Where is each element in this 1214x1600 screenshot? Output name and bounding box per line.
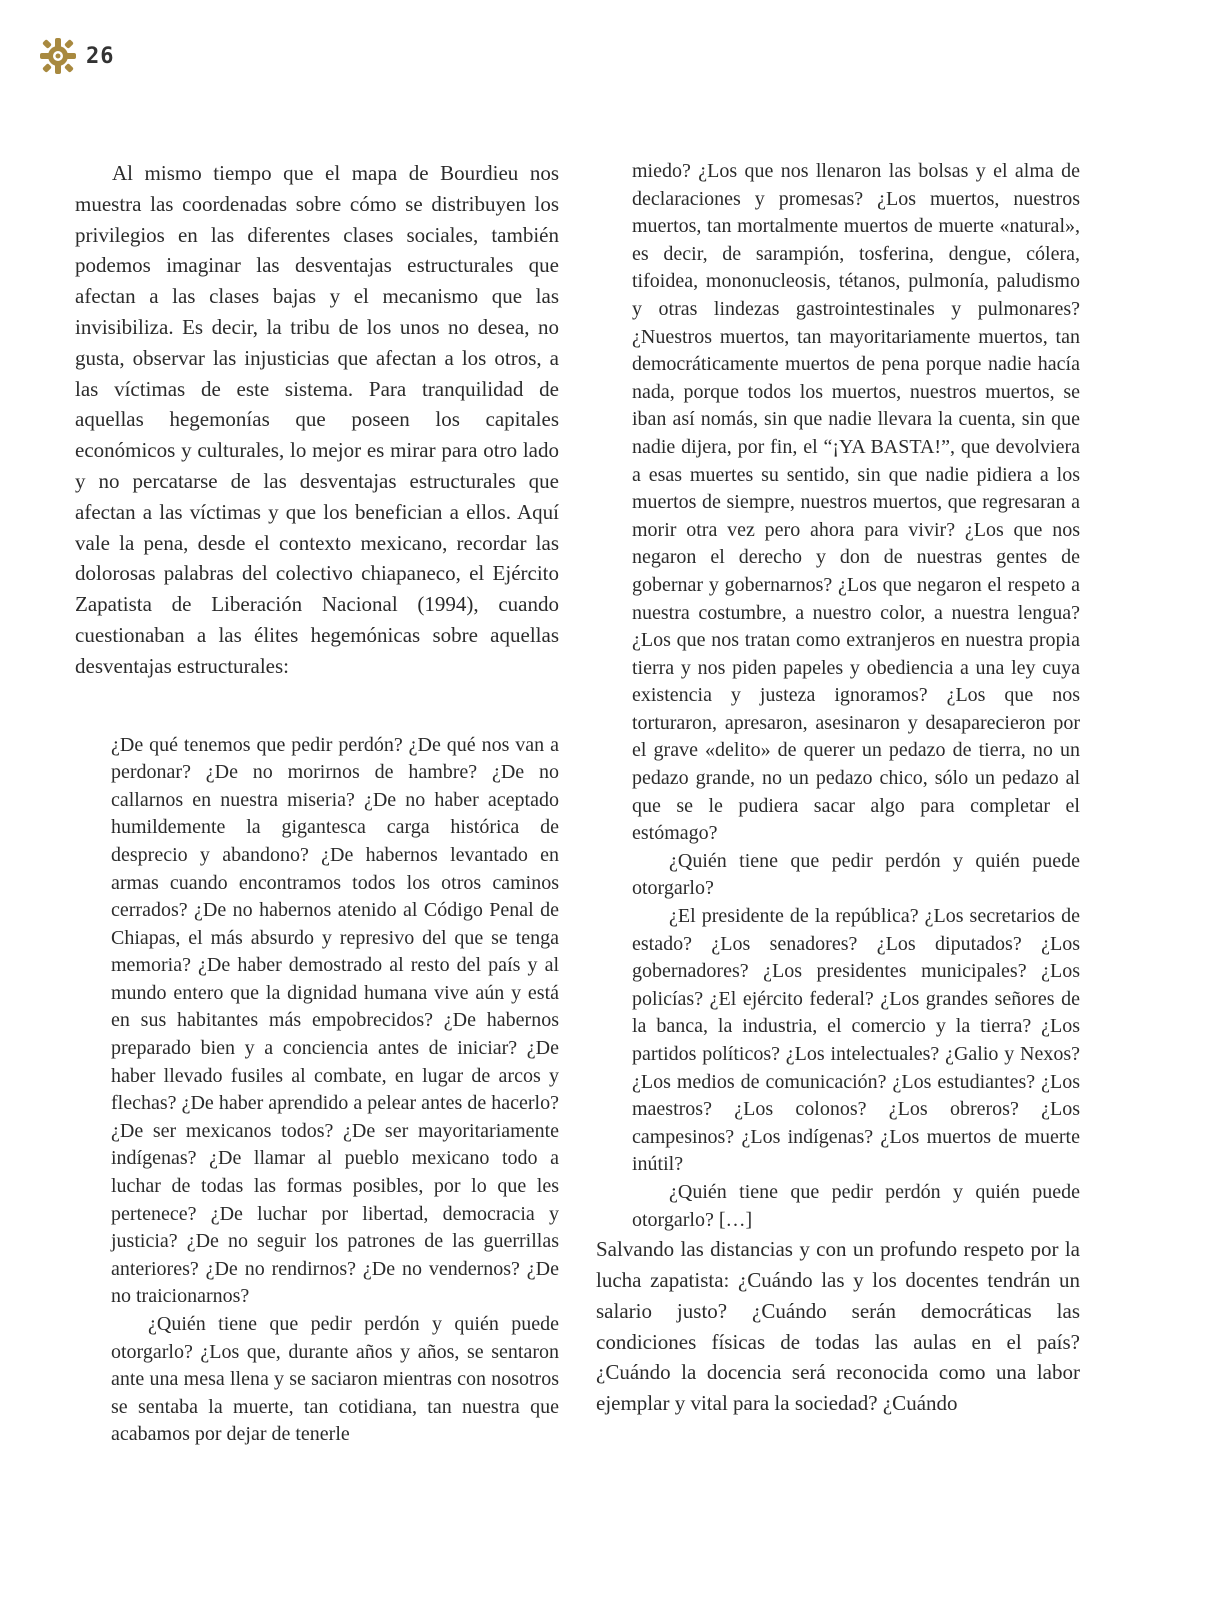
left-column	[75, 158, 559, 1449]
quote-paragraph: miedo? ¿Los que nos llenaron las bolsas y el alma de declaraciones y promesas? ¿Los muertos, nuestros muertos, tan mortalmente muertos de muerte «natural», es decir, de sarampión, tosferina, dengue, cólera, tifoidea, mononucleosis, tétanos, pulmonía, paludismo y otras lindezas gastrointestinales y pulmonares? ¿Nuestros muertos, tan mayoritariamente muertos, tan democráticamente muertos de pena porque nadie hacía nada, porque todos los muertos, nuestros muertos, se iban así nomás, sin que nadie llevara la cuenta, sin que nadie dijera, por fin, el “¡YA BASTA!”, que devolviera a esas muertes su sentido, sin que nadie pidiera a los muertos de siempre, nuestros muertos, que regresaran a morir otra vez pero ahora para vivir? ¿Los que nos negaron el derecho y don de nuestras gentes de gobernar y gobernarnos? ¿Los que negaron el respeto a nuestra costumbre, a nuestro color, a nuestra lengua? ¿Los que nos tratan como extranjeros en nuestra propia tierra y nos piden papeles y obediencia a una ley cuya existencia y justeza ignoramos? ¿Los que nos torturaron, apresaron, asesinaron y desaparecieron por el grave «delito» de querer un pedazo de tierra, no un pedazo grande, no un pedazo chico, sólo un pedazo al que se le pudiera sacar algo para completar el estómago?	[632, 160, 1080, 845]
quote-paragraph: ¿Quién tiene que pedir perdón y quién puede otorgarlo? […]	[632, 1180, 1080, 1231]
ezln-quote-block	[75, 732, 559, 1449]
page-header	[38, 36, 115, 76]
right-column	[596, 158, 1080, 1419]
decorative-ornament-icon	[38, 36, 78, 76]
quote-paragraph: ¿Quién tiene que pedir perdón y quién puede otorgarlo?	[632, 849, 1080, 900]
closing-paragraph: Salvando las distancias y con un profundo respeto por la lucha zapatista: ¿Cuándo las y los docentes tendrán un salario justo? ¿Cuándo serán democráticas las condiciones físicas de todas las aulas en el país? ¿Cuándo la docencia será reconocida como una labor ejemplar y vital para la sociedad? ¿Cuándo	[596, 1237, 1080, 1416]
quote-paragraph: ¿De qué tenemos que pedir perdón? ¿De qué nos van a perdonar? ¿De no morirnos de hambre? ¿De no callarnos en nuestra miseria? ¿De no haber aceptado humildemente la gigantesca carga histórica de desprecio y abandono? ¿De habernos levantado en armas cuando encontramos todos los otros caminos cerrados? ¿De no habernos atenido al Código Penal de Chiapas, el más absurdo y represivo del que se tenga memoria? ¿De haber demostrado al resto del país y al mundo entero que la dignidad humana vive aún y está en sus habitantes más empobrecidos? ¿De habernos preparado bien y a conciencia antes de iniciar? ¿De haber llevado fusiles al combate, en lugar de arcos y flechas? ¿De haber aprendido a pelear antes de hacerlo? ¿De ser mexicanos todos? ¿De ser mayoritariamente indígenas? ¿De llamar al pueblo mexicano todo a luchar de todas las formas posibles, por lo que les pertenece? ¿De luchar por libertad, democracia y justicia? ¿De no seguir los patrones de las guerrillas anteriores? ¿De no rendirnos? ¿De no vendernos? ¿De no traicionarnos?	[111, 733, 559, 1308]
intro-paragraph: Al mismo tiempo que el mapa de Bourdieu nos muestra las coordenadas sobre cómo se distribuyen los privilegios en las diferentes clases sociales, también podemos imaginar las desventajas estructurales que afectan a las clases bajas y el mecanismo que las invisibiliza. Es decir, la tribu de los unos no desea, no gusta, observar las injusticias que afectan a los otros, a las víctimas de este sistema. Para tranquilidad de aquellas hegemonías que poseen los capitales económicos y culturales, lo mejor es mirar para otro lado y no percatarse de las desventajas estructurales que afectan a las víctimas y que los benefician a ellos. Aquí vale la pena, desde el contexto mexicano, recordar las dolorosas palabras del colectivo chiapaneco, el Ejército Zapatista de Liberación Nacional (1994), cuando cuestionaban a las élites hegemónicas sobre aquellas desventajas estructurales:	[75, 161, 559, 678]
ezln-quote-continuation	[632, 158, 1080, 1234]
page-number: 26	[86, 43, 115, 69]
quote-paragraph: ¿El presidente de la república? ¿Los secretarios de estado? ¿Los senadores? ¿Los diputados? ¿Los gobernadores? ¿Los presidentes municipales? ¿Los policías? ¿El ejército federal? ¿Los grandes señores de la banca, la industria, el comercio y la tierra? ¿Los partidos políticos? ¿Los intelectuales? ¿Galio y Nexos? ¿Los medios de comunicación? ¿Los estudiantes? ¿Los maestros? ¿Los colonos? ¿Los obreros? ¿Los campesinos? ¿Los indígenas? ¿Los muertos de muerte inútil?	[632, 905, 1080, 1176]
quote-paragraph: ¿Quién tiene que pedir perdón y quién puede otorgarlo? ¿Los que, durante años y años, se sentaron ante una mesa llena y se saciaron mientras con nosotros se sentaba la muerte, tan cotidiana, tan nuestra que acabamos por dejar de tenerle	[111, 1313, 559, 1446]
